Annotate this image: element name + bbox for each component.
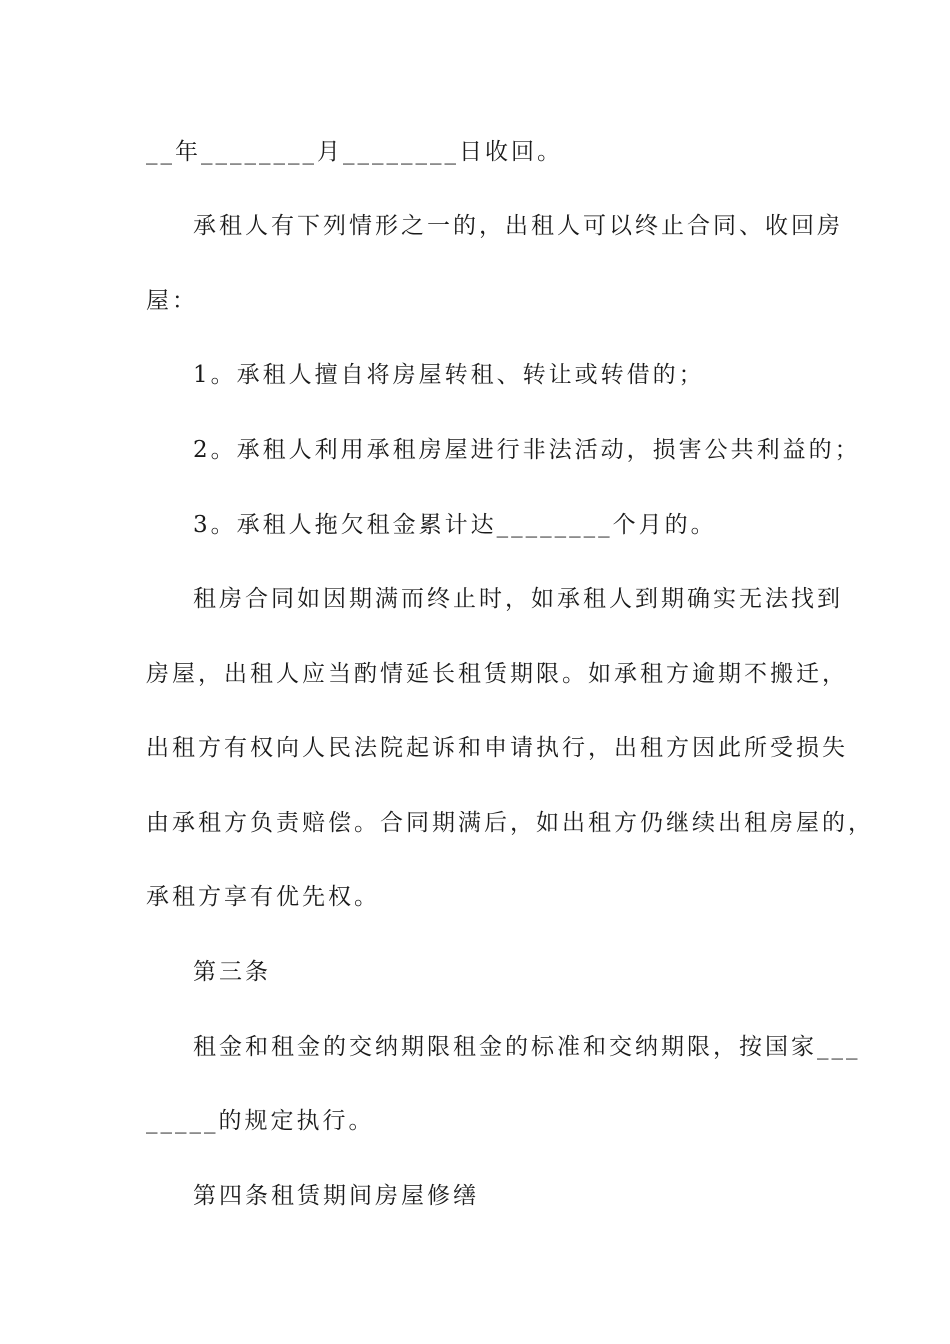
text-line-10: 由承租方负责赔偿。合同期满后，如出租方仍继续出租房屋的， xyxy=(146,810,874,836)
text-line-11: 承租方享有优先权。 xyxy=(146,884,380,910)
text-line-6: 3。承租人拖欠租金累计达________个月的。 xyxy=(193,512,717,538)
text-line-1: __年________月________日收回。 xyxy=(146,139,563,165)
text-line-2: 承租人有下列情形之一的，出租人可以终止合同、收回房 xyxy=(193,213,843,239)
text-line-14: _____的规定执行。 xyxy=(146,1108,375,1134)
text-line-5: 2。承租人利用承租房屋进行非法活动，损害公共利益的； xyxy=(193,437,861,463)
text-line-13: 租金和租金的交纳期限租金的标准和交纳期限，按国家___ xyxy=(193,1034,861,1060)
text-line-9: 出租方有权向人民法院起诉和申请执行，出租方因此所受损失 xyxy=(146,735,848,761)
text-line-4: 1。承租人擅自将房屋转租、转让或转借的； xyxy=(193,362,705,388)
text-line-7: 租房合同如因期满而终止时，如承租人到期确实无法找到 xyxy=(193,586,843,612)
section-heading-article-4: 第四条租赁期间房屋修缮 xyxy=(193,1183,479,1209)
text-line-8: 房屋，出租人应当酌情延长租赁期限。如承租方逾期不搬迁， xyxy=(146,661,848,687)
section-heading-article-3: 第三条 xyxy=(193,959,271,985)
text-line-3: 屋： xyxy=(146,288,198,314)
